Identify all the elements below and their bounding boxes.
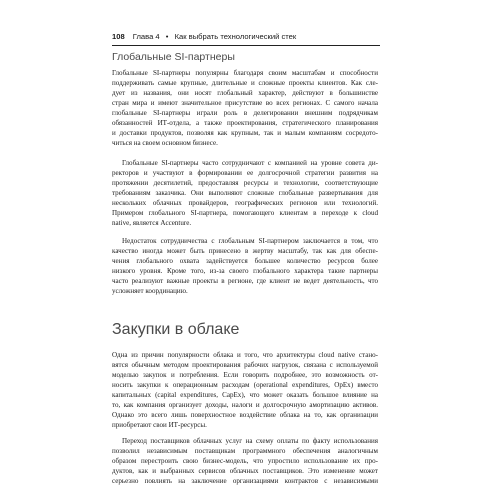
text-line: обязанностей ИТ-отдела, а также проектирования, стратегического планирования [112,119,378,127]
paragraph-global-si-intro [112,68,378,148]
text-line: глобальные SI-партнеры играли роль в делегировании внешним подрядчикам [112,109,378,117]
text-line: дует из названия, они носят глобальный характер, действуют в большинстве [112,89,378,97]
text-line: ректоров и участвуют в формировании ее долгосрочной стратегии развития на [112,169,378,177]
text-line: Недостаток сотрудничества с глобальным SI-партнером заключается в том, что [122,237,378,245]
text-line: Глобальные SI-партнеры часто сотрудничают с компанией на уровне совета ди- [122,159,378,167]
text-line: native, является Accenture. [112,219,192,227]
text-line: нескольких облачных провайдеров, географических регионов или технологий. [112,199,378,207]
text-line: качество иногда может быть принесено в жертву масштабу, так как для обеспе- [112,247,378,255]
text-line: то, как компания организует доходы, налоги и долгосрочную амортизацию активов. [112,401,378,409]
paragraph-cloud-procurement [112,350,378,430]
text-line: позволил независимым поставщикам программного обеспечения аналогичным [112,447,378,455]
chapter-section-heading: Закупки в облаке [112,321,240,338]
page-number: 108 [112,32,125,41]
text-line: приобретают свои ИТ-ресурсы. [112,421,207,429]
text-line: требованиям заказчика. Они выполняют сложные глобальные развертывания для [112,189,378,197]
text-line: чения глобального охвата задействуется большее количество ресурсов более [112,257,378,265]
text-line: протяжении десятилетий, предоставляя ресурсы и технологии, соответствующие [112,179,378,187]
text-line: низкого уровня. Кроме того, из-за своего глобального характера такие партнеры [112,267,378,275]
text-line: серьезно повлиять на заключение организациями контрактов с независимыми [112,477,378,485]
text-line: и доставки продуктов, позволяя как крупным, так и малым компаниям сосредото- [112,129,378,137]
text-line: Глобальные SI-партнеры популярны благодаря своим масштабам и способности [112,69,378,77]
text-line: усложняет координацию. [112,287,188,295]
text-line: часто реализуют важные проекты в регионе, где клиент не ведет деятельность, что [112,277,378,285]
text-line: вятся обычным методом проектирования рабочих нагрузок, связана с используемой [112,361,378,369]
header-bullet: • [165,32,169,41]
text-line: Примером глобального SI-партнера, помогающего клиентам в переходе к cloud [112,209,378,217]
running-header [112,31,378,43]
text-line: капитальных (capital expenditures, CapEx), что может оказать большое влияние на [112,391,378,399]
chapter-title: Как выбрать технологический стек [174,32,297,41]
text-line: Однако это всего лишь поверхностное воздействие облака на то, как организации [112,411,378,419]
header-rule [112,45,380,46]
chapter-label: Глава 4 [132,32,160,41]
text-line: моделью закупок и потребления. Если говорить подробнее, это возможность от- [112,371,378,379]
text-line: образом перестроить свою бизнес-модель, что упростило использование их про- [112,457,378,465]
text-line: поддерживать самые крупные, длительные и сложные проекты клиентов. Как сле- [112,79,378,87]
text-line: читься на своем основном бизнесе. [112,139,218,147]
paragraph-global-si-drawbacks [112,236,378,296]
paragraph-pay-as-you-go [112,436,378,486]
paragraph-global-si-partners [112,158,378,228]
text-line: дуктов, как и выбранных сервисов облачных поставщиков. Это изменение может [112,467,378,475]
text-line: стран мира и имеют значительное присутствие во всех регионах. С самого начала [112,99,378,107]
text-line: Одна из причин популярности облака и того, что архитектуры cloud native стано- [112,351,378,359]
text-line: носить закупки к операционным расходам (operational expenditures, OpEx) вместо [112,381,378,389]
text-line: Переход поставщиков облачных услуг на схему оплаты по факту использования [122,437,378,445]
section-heading: Глобальные SI-партнеры [112,51,235,63]
